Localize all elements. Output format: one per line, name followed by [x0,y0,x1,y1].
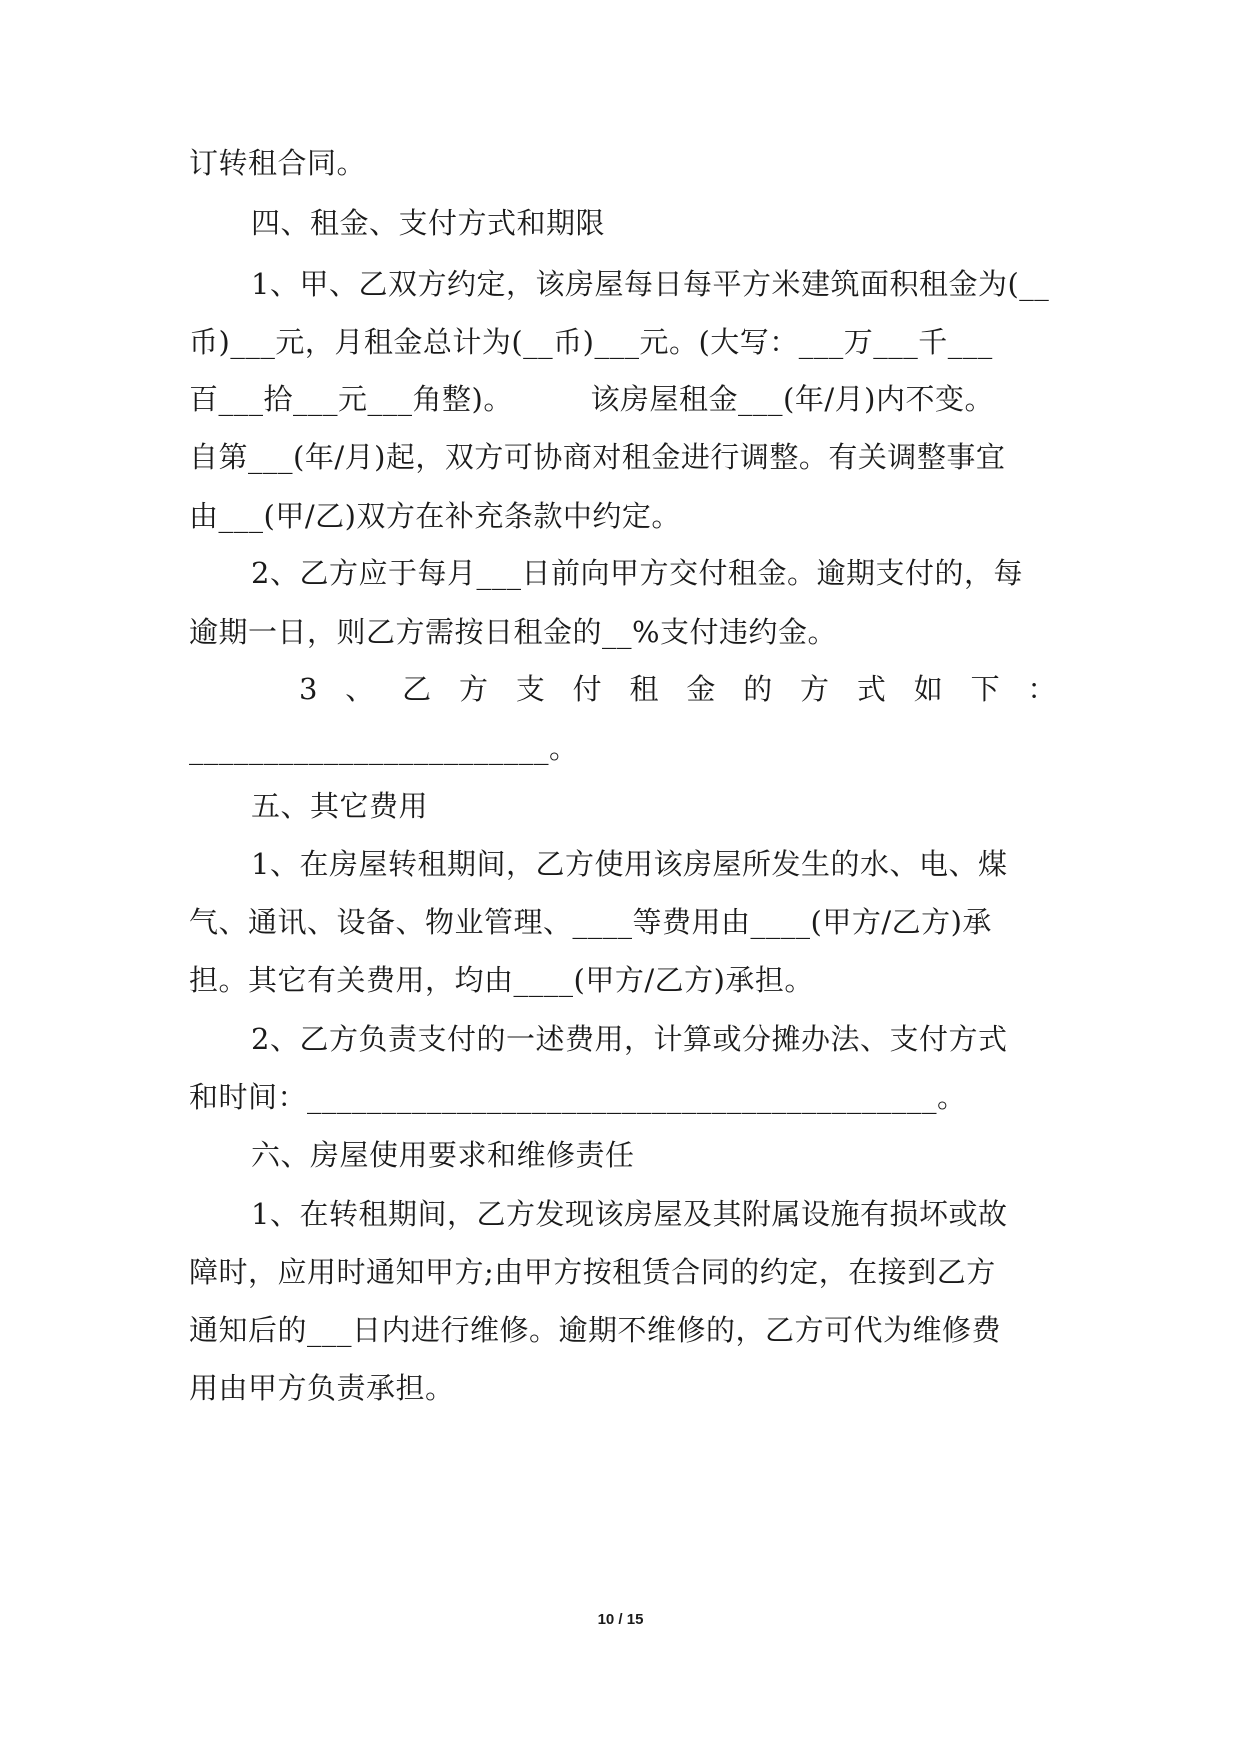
section-heading-other-fees: 五、其它费用 [251,789,429,823]
spread-char: 3 [299,672,318,706]
paragraph-line: 1、在转租期间，乙方发现该房屋及其附属设施有损坏或故 [251,1197,1008,1231]
paragraph-line: 2、乙方应于每月___日前向甲方交付租金。逾期支付的，每 [251,556,1023,590]
paragraph-line: 1、甲、乙双方约定，该房屋每日每平方米建筑面积租金为(__ [251,267,1050,301]
spread-char: ： [1027,672,1057,706]
paragraph-line: 币)___元，月租金总计为(__币)___元。(大写：___万___千___ [189,325,993,359]
spread-char: 式 [856,672,887,706]
spread-char: 租 [629,672,660,706]
section-heading-maintenance: 六、房屋使用要求和维修责任 [251,1138,635,1172]
blank-fill-line: ________________________。 [189,731,579,765]
paragraph-line: 自第___(年/月)起，双方可协商对租金进行调整。有关调整事宜 [189,440,1006,474]
paragraph-line: 气、通讯、设备、物业管理、____等费用由____(甲方/乙方)承 [189,905,992,939]
spread-char: 、 [345,672,375,706]
paragraph-line: 1、在房屋转租期间，乙方使用该房屋所发生的水、电、煤 [251,847,1008,881]
paragraph-line: 订转租合同。 [189,146,367,180]
paragraph-line: 百___拾___元___角整)。 该房屋租金___(年/月)内不变。 [189,382,994,416]
spread-char: 如 [913,672,944,706]
paragraph-line: 2、乙方负责支付的一述费用，计算或分摊办法、支付方式 [251,1022,1008,1056]
paragraph-line: 障时，应用时通知甲方;由甲方按租赁合同的约定，在接到乙方 [189,1255,996,1289]
payment-method-line [299,669,1057,709]
spread-char: 下 [970,672,1001,706]
spread-char: 方 [458,672,489,706]
spread-char: 乙 [402,672,432,706]
page-number: 10 / 15 [597,1611,644,1628]
paragraph-line: 由___(甲/乙)双方在补充条款中约定。 [189,499,681,533]
spread-char: 金 [686,672,716,706]
paragraph-line: 和时间：__________________________________________。 [189,1080,967,1114]
paragraph-line: 通知后的___日内进行维修。逾期不维修的，乙方可代为维修费 [189,1313,1002,1347]
spread-char: 付 [572,672,603,706]
section-heading-rent: 四、租金、支付方式和期限 [251,206,606,240]
spread-char: 方 [800,672,830,706]
spread-char: 支 [515,672,546,706]
paragraph-line: 逾期一日，则乙方需按日租金的__%支付违约金。 [189,615,838,649]
spread-char: 的 [743,672,773,706]
paragraph-line: 用由甲方负责承担。 [189,1371,455,1405]
paragraph-line: 担。其它有关费用，均由____(甲方/乙方)承担。 [189,963,814,997]
